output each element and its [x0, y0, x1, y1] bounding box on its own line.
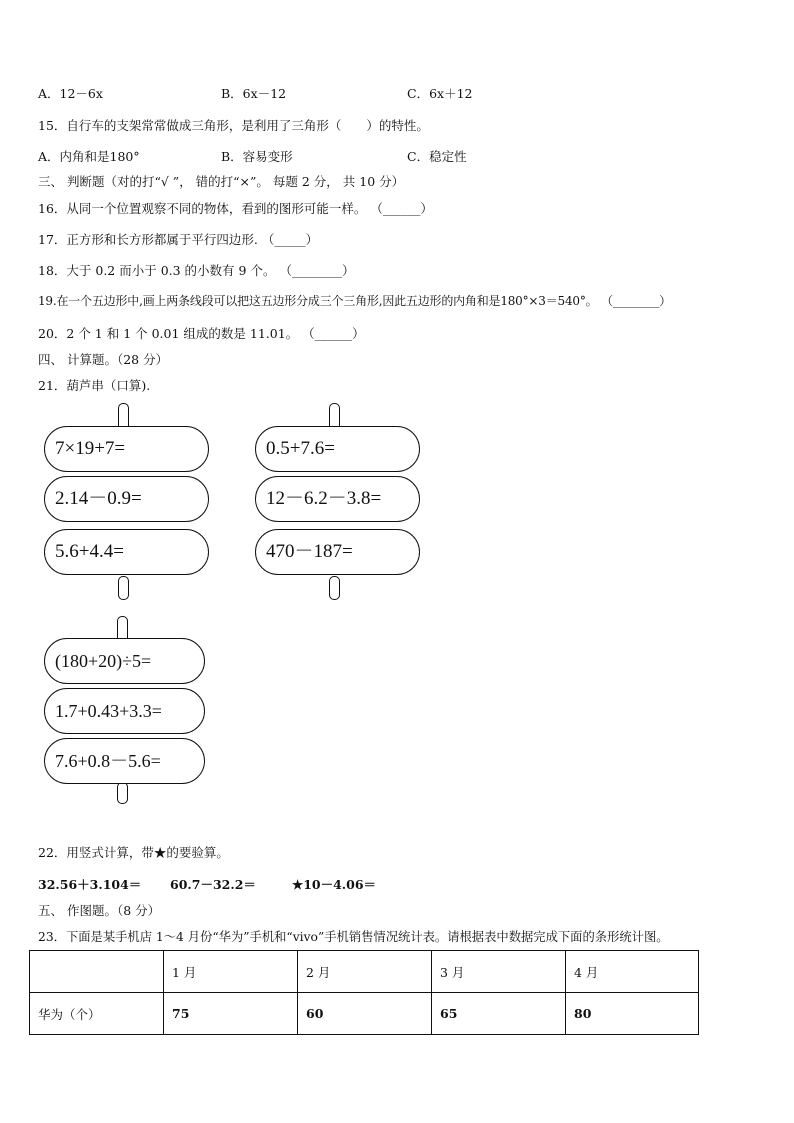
gourd-bead[interactable]: (180+20)÷5= [44, 638, 205, 684]
gourd-bead[interactable]: 470－187= [255, 529, 420, 575]
question-19-answer-blank[interactable]: （________） [601, 294, 672, 308]
question-17-answer-blank[interactable]: （_____） [261, 232, 319, 247]
question-16-answer-blank[interactable]: （______） [370, 201, 433, 216]
question-15: 15．自行车的支架常常做成三角形，是利用了三角形（ ）的特性。 [38, 118, 429, 133]
section-5-heading: 五、 作图题。（8 分） [38, 903, 161, 918]
q15-option-c: C．稳定性 [407, 149, 467, 164]
question-20-answer-blank[interactable]: （______） [302, 326, 365, 341]
gourd-bead[interactable]: 7×19+7= [44, 426, 209, 472]
question-19 [38, 292, 671, 309]
question-21: 21．葫芦串（口算). [38, 378, 151, 393]
question-17 [38, 230, 318, 248]
table-cell: 75 [164, 993, 298, 1035]
gourd-bead[interactable]: 0.5+7.6= [255, 426, 420, 472]
q14-option-b: B．6x－12 [221, 86, 287, 101]
question-18-answer-blank[interactable]: （________） [279, 263, 355, 278]
table-header-cell: 1 月 [164, 951, 298, 993]
question-20-text: 20．2 个 1 和 1 个 0.01 组成的数是 11.01。 [38, 326, 299, 341]
table-row-label: 华为（个） [30, 993, 164, 1035]
question-22: 22．用竖式计算，带★的要验算。 [38, 845, 229, 860]
gourd-bead[interactable]: 7.6+0.8－5.6= [44, 738, 205, 784]
question-20 [38, 324, 365, 342]
vertical-calc-1: 32.56＋3.104＝ [38, 877, 142, 892]
table-header-cell: 2 月 [298, 951, 432, 993]
skewer-stick-bottom [329, 576, 340, 600]
sales-table [29, 950, 699, 1035]
gourd-bead[interactable]: 12－6.2－3.8= [255, 476, 420, 522]
vertical-calc-2: 60.7－32.2＝ [170, 877, 256, 892]
q14-option-c: C．6x＋12 [407, 86, 473, 101]
question-17-text: 17．正方形和长方形都属于平行四边形. [38, 232, 258, 247]
vertical-calc-3: ★10－4.06＝ [292, 877, 377, 892]
skewer-stick-bottom [117, 782, 128, 804]
section-4-heading: 四、 计算题。（28 分） [38, 352, 169, 367]
table-header-cell: 4 月 [566, 951, 699, 993]
table-header-cell: 3 月 [432, 951, 566, 993]
skewer-stick-bottom [118, 576, 129, 600]
question-16-text: 16．从同一个位置观察不同的物体，看到的图形可能一样。 [38, 201, 367, 216]
question-23: 23．下面是某手机店 1～4 月份“华为”手机和“vivo”手机销售情况统计表。请根据表中数据完成下面的条形统计图。 [38, 930, 669, 944]
gourd-bead[interactable]: 2.14－0.9= [44, 476, 209, 522]
question-16 [38, 199, 433, 217]
section-3-heading: 三、 判断题（对的打“√ ”， 错的打“×”。 每题 2 分， 共 10 分） [38, 174, 405, 189]
question-18-text: 18．大于 0.2 而小于 0.3 的小数有 9 个。 [38, 263, 276, 278]
gourd-bead[interactable]: 1.7+0.43+3.3= [44, 688, 205, 734]
table-header-row [30, 951, 699, 993]
q15-option-a: A．内角和是180° [38, 149, 140, 164]
gourd-bead[interactable]: 5.6+4.4= [44, 529, 209, 575]
table-row [30, 993, 699, 1035]
question-19-text: 19.在一个五边形中,画上两条线段可以把这五边形分成三个三角形,因此五边形的内角和是180°×3＝540°。 [38, 294, 598, 308]
question-18 [38, 261, 354, 279]
table-cell: 60 [298, 993, 432, 1035]
q14-option-a: A．12－6x [38, 86, 103, 101]
table-cell: 80 [566, 993, 699, 1035]
table-cell: 65 [432, 993, 566, 1035]
q15-option-b: B．容易变形 [221, 149, 293, 164]
table-header-cell [30, 951, 164, 993]
